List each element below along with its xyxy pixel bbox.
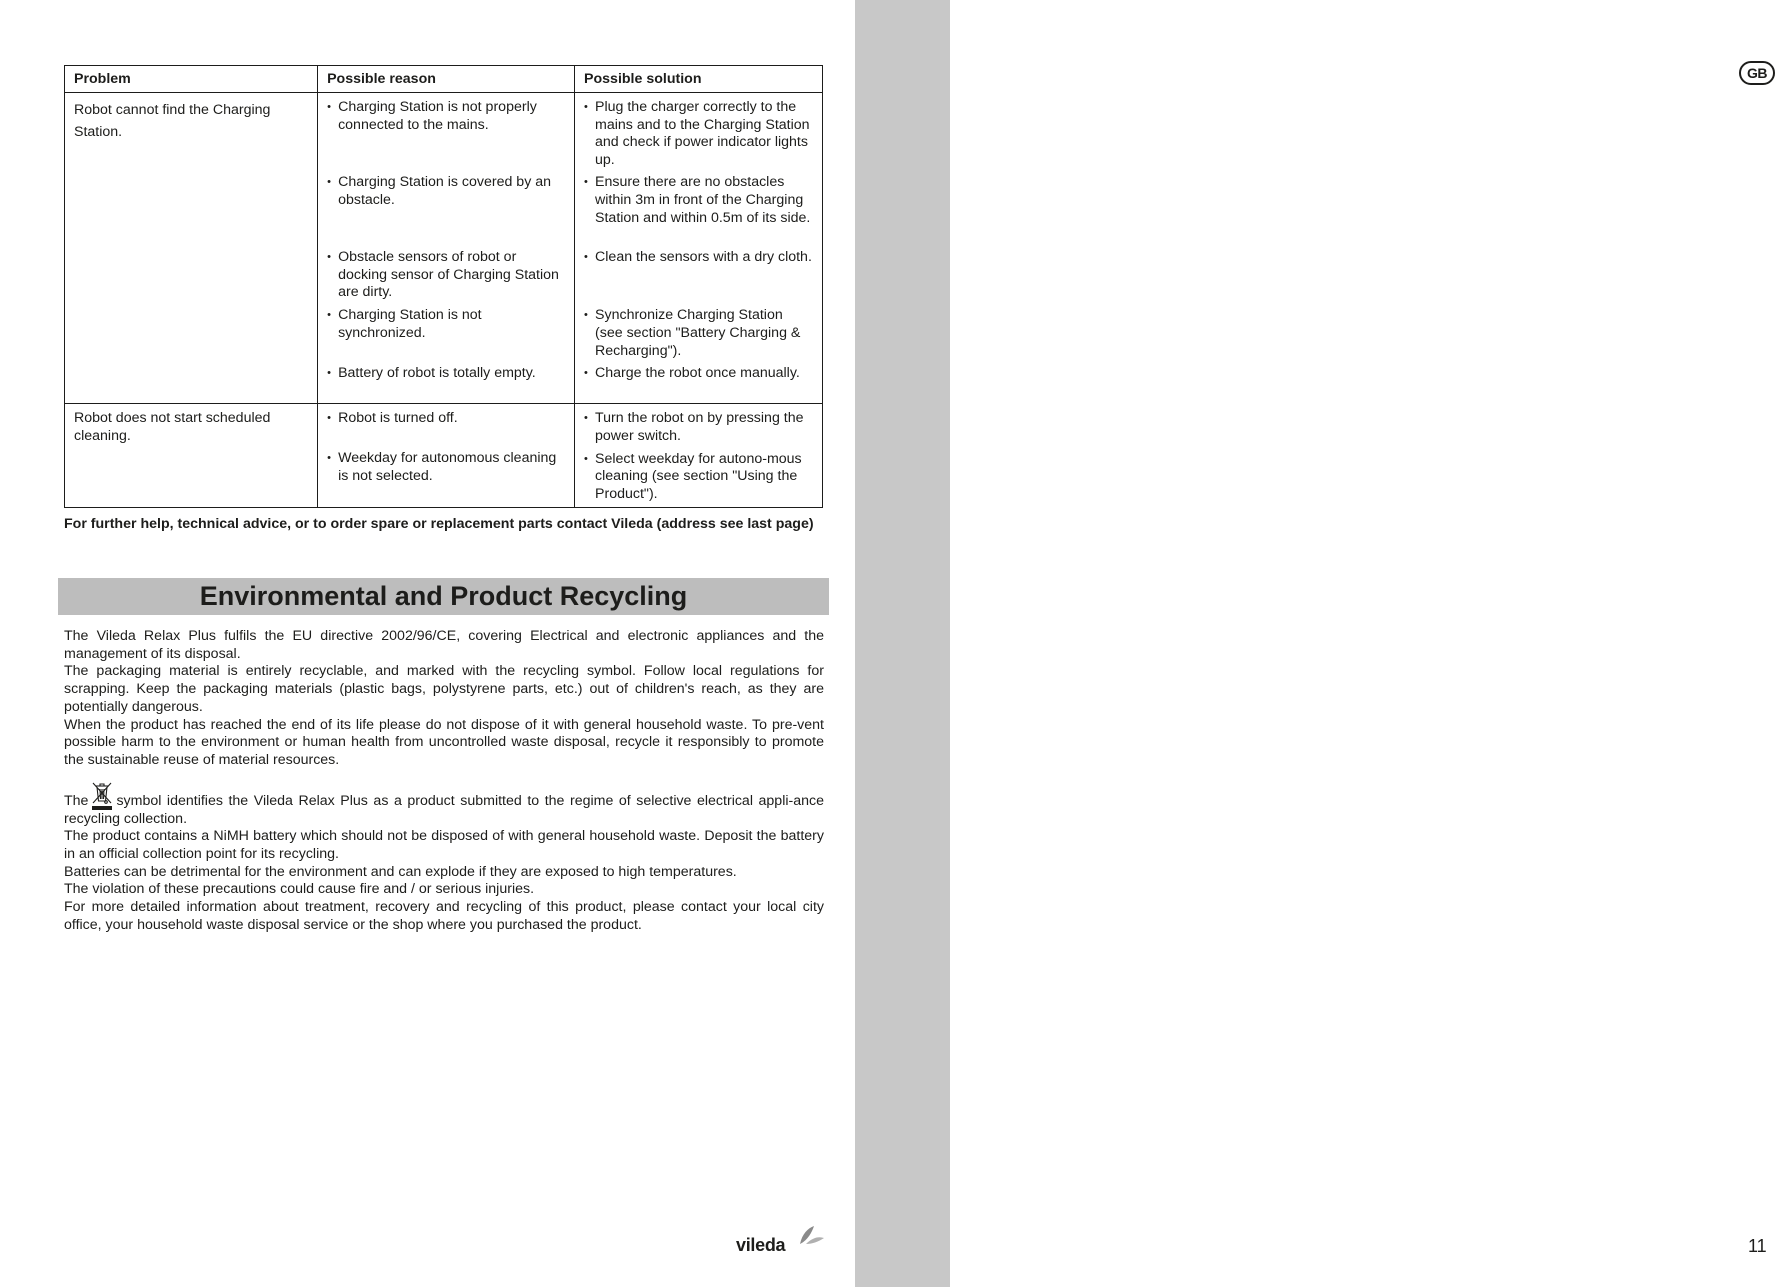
reason-item: • Charging Station is covered by an obstacle. xyxy=(327,174,565,244)
further-help-note: For further help, technical advice, or to order spare or replacement parts contact Vileda (address see last page) xyxy=(64,516,814,532)
vileda-logo xyxy=(736,1224,826,1258)
table-row xyxy=(65,93,823,404)
logo-text: vileda xyxy=(736,1235,786,1255)
body-paragraph: When the product has reached the end of its life please do not dispose of it with general household waste. To pre-vent possible harm to the environment or human health from uncontrolled waste disposal, recycle it responsibly to promote the sustainable reuse of material resources. xyxy=(64,716,824,768)
solution-cell xyxy=(575,404,823,507)
body-paragraph: For more detailed information about treatment, recovery and recycling of this product, please contact your local city office, your household waste disposal service or the shop where you purchased the product. xyxy=(64,899,824,933)
problem-cell xyxy=(65,404,318,507)
symbol-sentence-start: The xyxy=(64,792,89,809)
crossed-out-wheelie-bin-icon xyxy=(91,781,113,811)
solution-item: • Turn the robot on by pressing the power switch. xyxy=(584,410,813,445)
solution-cell xyxy=(575,93,823,404)
solution-item: • Ensure there are no obstacles within 3m in front of the Charging Station and within 0.5m of its side. xyxy=(584,174,813,244)
body-paragraph: The Vileda Relax Plus fulfils the EU directive 2002/96/CE, covering Electrical and electronic appliances and the management of its disposal. xyxy=(64,628,824,662)
troubleshooting-table xyxy=(64,65,823,508)
leaf-icon xyxy=(796,1224,826,1248)
body-paragraph: The violation of these precautions could cause fire and / or serious injuries. xyxy=(64,881,535,898)
reason-cell xyxy=(318,404,575,507)
solution-item: • Select weekday for autono-mous cleaning (see section "Using the Product"). xyxy=(584,451,813,504)
section-title: Environmental and Product Recycling xyxy=(199,581,688,611)
section-banner xyxy=(58,578,829,615)
problem-text: Robot does not start scheduled cleaning. xyxy=(74,410,271,444)
solution-item: • Clean the sensors with a dry cloth. xyxy=(584,249,813,302)
table-header-row xyxy=(65,66,823,93)
reason-item: • Charging Station is not properly connected to the mains. xyxy=(327,99,565,169)
header-possible-reason: Possible reason xyxy=(318,66,575,93)
reason-item: • Robot is turned off. xyxy=(327,410,565,445)
reason-cell xyxy=(318,93,575,404)
recycling-text xyxy=(64,628,824,935)
page-sidebar xyxy=(855,0,1767,1287)
weee-symbol-paragraph xyxy=(64,781,824,829)
page-number: 11 xyxy=(1748,1236,1767,1256)
body-paragraph: The product contains a NiMH battery which should not be disposed of with general household waste. Deposit the battery in an official collection point for its recycling. xyxy=(64,828,824,863)
header-problem: Problem xyxy=(65,66,318,93)
problem-cell xyxy=(65,93,318,404)
solution-item: • Plug the charger correctly to the mains and to the Charging Station and check if power indicator lights up. xyxy=(584,99,813,169)
solution-item: • Charge the robot once manually. xyxy=(584,365,813,400)
problem-text: Robot cannot find the Charging Station. xyxy=(74,102,271,140)
header-possible-solution: Possible solution xyxy=(575,66,823,93)
symbol-sentence-end: symbol identifies the Vileda Relax Plus as a product submitted to the regime of selective electrical appli-ance recycling collection. xyxy=(64,792,824,827)
reason-item: • Obstacle sensors of robot or docking sensor of Charging Station are dirty. xyxy=(327,249,565,302)
table-row xyxy=(65,404,823,507)
language-badge: GB xyxy=(1739,61,1775,85)
reason-item: • Charging Station is not synchronized. xyxy=(327,307,565,360)
reason-item: • Weekday for autonomous cleaning is not selected. xyxy=(327,450,565,503)
reason-item: • Battery of robot is totally empty. xyxy=(327,365,565,400)
solution-item: • Synchronize Charging Station (see section "Battery Charging & Recharging"). xyxy=(584,307,813,360)
body-paragraph: Batteries can be detrimental for the environment and can explode if they are exposed to high temperatures. xyxy=(64,863,737,880)
body-paragraph: The packaging material is entirely recyclable, and marked with the recycling symbol. Follow local regulations for scrapping. Keep the packaging materials (plastic bags, polystyrene parts, etc.) out of children's reach, as they are potentially dangerous. xyxy=(64,663,824,715)
